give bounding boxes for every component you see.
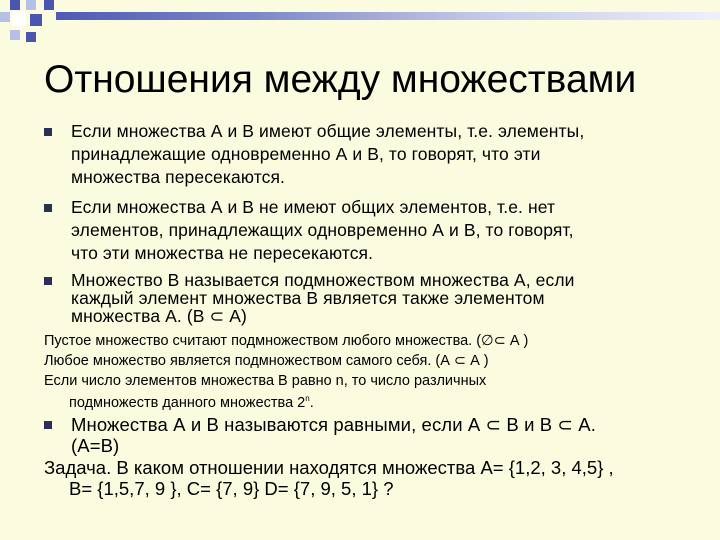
equal-sets-line-2: (А=В) bbox=[71, 435, 120, 456]
bullet-3-line-2: каждый элемент множества В является также элементом bbox=[71, 288, 545, 308]
note-subset-count-line-2 bbox=[44, 391, 314, 411]
corner-square-2 bbox=[26, 0, 36, 10]
bullet-3-line-1: Множество В называется подмножеством множества А, если bbox=[71, 270, 575, 290]
corner-square-7 bbox=[10, 30, 20, 40]
bullet-3-line-3: множества А. (В ⊂ А) bbox=[71, 306, 247, 326]
count-line-2-exponent: n bbox=[305, 394, 310, 403]
corner-square-4 bbox=[0, 12, 10, 22]
corner-square-5 bbox=[12, 12, 26, 26]
equal-sets-line-1: Множества А и В называются равными, если А ⊂ В и В ⊂ А. bbox=[71, 414, 596, 435]
note-empty-set: Пустое множество считают подмножеством любого множества. (∅⊂ А ) bbox=[44, 333, 529, 349]
top-gradient-strip bbox=[56, 12, 720, 20]
corner-square-3 bbox=[44, 0, 54, 10]
slide-title: Отношения между множествами bbox=[44, 58, 637, 101]
corner-square-1 bbox=[10, 0, 20, 10]
count-line-2-prefix: подмножеств данного множества 2 bbox=[69, 394, 306, 411]
task-line-1: Задача. В каком отношении находятся множества А= {1,2, 3, 4,5} , bbox=[44, 457, 614, 478]
bullet-1-line-2: принадлежащие одновременно А и В, то говорят, что эти bbox=[71, 144, 541, 164]
task-line-2: В= {1,5,7, 9 }, С= {7, 9} D= {7, 9, 5, 1} ? bbox=[69, 478, 394, 499]
count-line-2-suffix: . bbox=[309, 394, 314, 411]
bullet-2-line-2: элементов, принадлежащих одновременно А и В, то говорят, bbox=[71, 220, 574, 240]
square-bullet-icon bbox=[44, 204, 52, 212]
square-bullet-icon bbox=[44, 421, 52, 429]
corner-square-8 bbox=[26, 32, 36, 42]
bullet-1-line-3: множества пересекаются. bbox=[71, 167, 286, 187]
note-self-subset: Любое множество является подмножеством самого себя. (А ⊂ А ) bbox=[44, 353, 489, 369]
note-subset-count-line-1: Если число элементов множества В равно n, то число различных bbox=[44, 373, 487, 389]
bullet-1-line-1: Если множества А и В имеют общие элементы, т.е. элементы, bbox=[71, 121, 585, 141]
bullet-2-line-1: Если множества А и В не имеют общих элементов, т.е. нет bbox=[71, 197, 556, 217]
square-bullet-icon bbox=[44, 128, 52, 136]
bullet-2-line-3: что эти множества не пересекаются. bbox=[71, 243, 374, 263]
square-bullet-icon bbox=[44, 277, 52, 285]
corner-square-6 bbox=[30, 14, 42, 26]
